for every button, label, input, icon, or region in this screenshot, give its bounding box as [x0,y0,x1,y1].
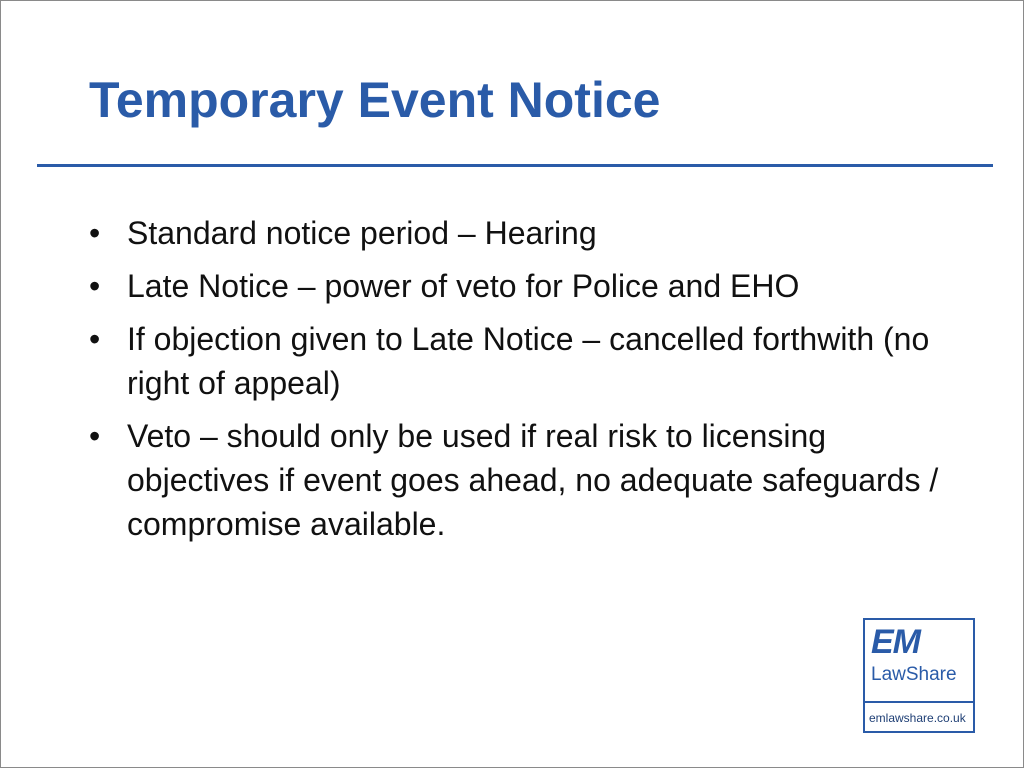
bullet-text: Standard notice period – Hearing [127,215,597,251]
bullet-text: If objection given to Late Notice – cancelled forthwith (no right of appeal) [127,321,930,401]
bullet-icon: • [89,215,101,251]
slide-title: Temporary Event Notice [89,72,661,128]
logo-em-text: EM [871,623,920,661]
bullet-item [89,211,959,255]
title-divider [37,164,993,167]
logo-divider [865,701,973,703]
bullet-list [89,211,959,555]
bullet-item [89,317,959,405]
bullet-icon: • [89,268,101,304]
bullet-item [89,414,959,546]
bullet-icon: • [89,418,101,454]
bullet-text: Veto – should only be used if real risk to licensing objectives if event goes ahead, no adequate safeguards / compromise available. [127,418,939,542]
bullet-icon: • [89,321,101,357]
em-lawshare-logo [863,618,975,733]
bullet-text: Late Notice – power of veto for Police and EHO [127,268,800,304]
bullet-item [89,264,959,308]
logo-url: emlawshare.co.uk [869,711,966,725]
logo-lawshare-text: LawShare [871,664,957,685]
